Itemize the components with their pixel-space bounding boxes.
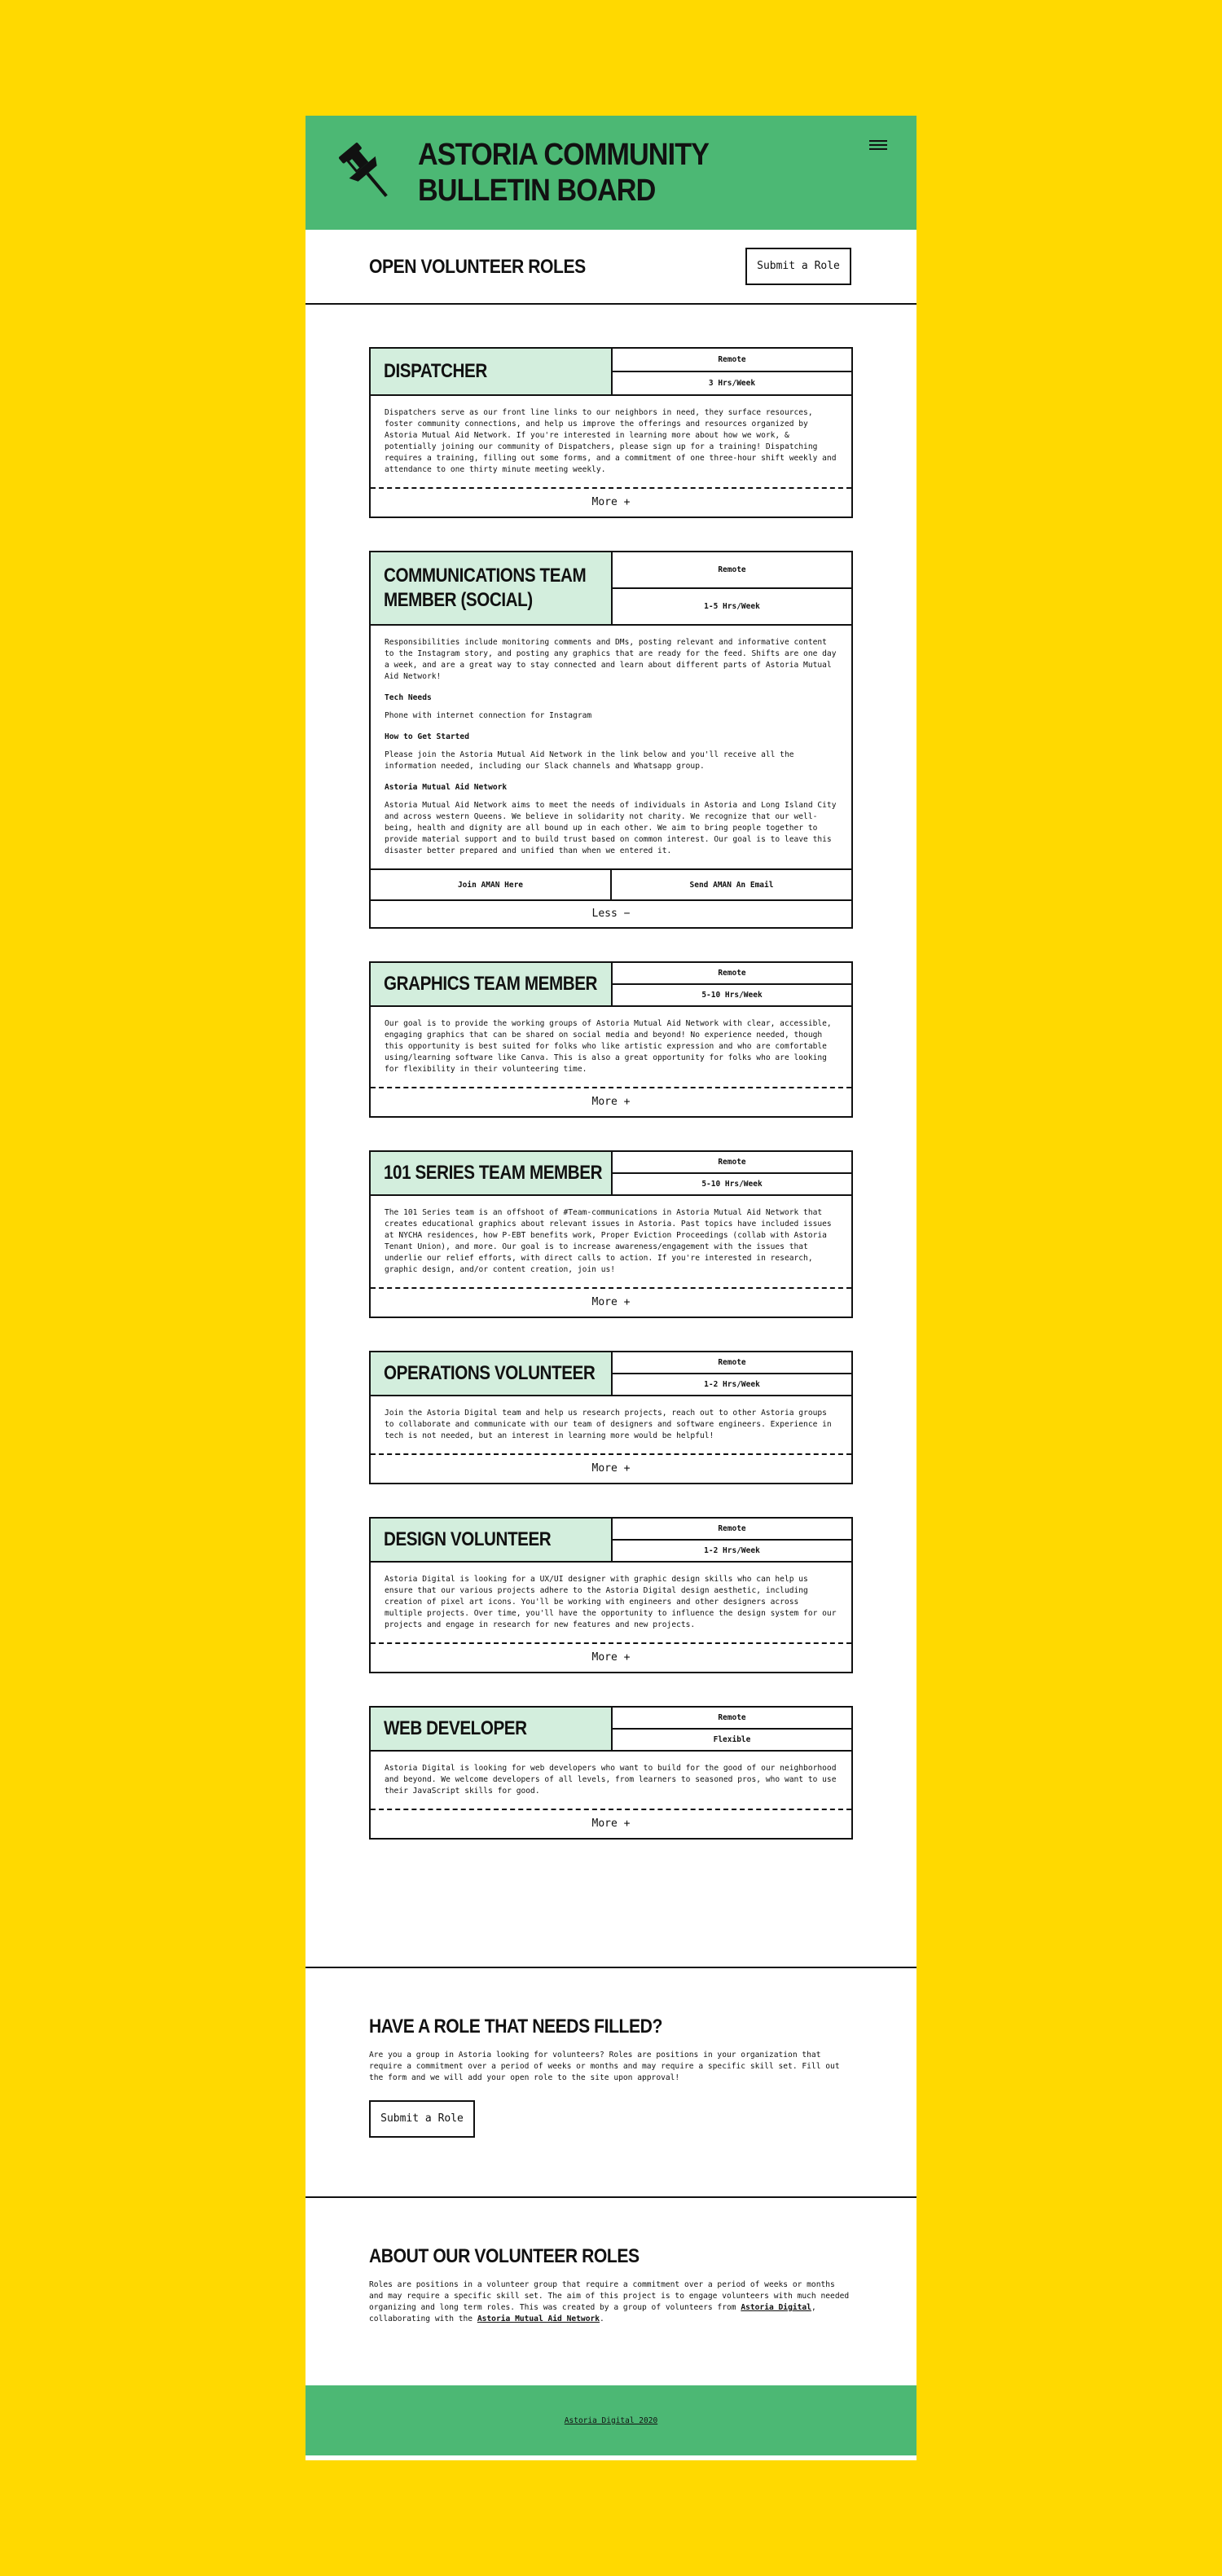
get-started-label: How to Get Started: [385, 732, 469, 741]
role-title: 101 SERIES TEAM MEMBER: [384, 1162, 603, 1184]
role-location: Remote: [718, 1713, 746, 1722]
role-card-header: [371, 1708, 851, 1752]
more-toggle-button[interactable]: More +: [371, 1287, 851, 1317]
role-description: Dispatchers serve as our front line links to our neighbors in need, they surface resources, foster community connections, and help us improve the offerings and resources organized by Astoria Mutual Aid Network. If you're interested in learning more about how we work, & potentially joining our community of Dispatchers, please sign up for a training! Dispatching requires a training, filling out some forms, and a commitment of one three-hour shift weekly and attendance to one thirty minute meeting weekly.: [385, 408, 837, 474]
site-title-line2: BULLETIN BOARD: [418, 174, 656, 208]
role-title: DESIGN VOLUNTEER: [384, 1528, 552, 1550]
role-card-communications: [369, 551, 853, 929]
submit-role-button-top[interactable]: Submit a Role: [745, 248, 851, 285]
more-toggle-button[interactable]: More +: [371, 487, 851, 517]
about-section: [306, 2198, 916, 2385]
role-card-header: [371, 1519, 851, 1563]
fill-role-section: [306, 1968, 916, 2196]
pushpin-icon: [333, 137, 403, 207]
role-title: COMMUNICATIONS TEAM MEMBER (SOCIAL): [384, 565, 587, 611]
role-location: Remote: [718, 1158, 746, 1167]
fill-role-text: Are you a group in Astoria looking for volunteers? Roles are positions in your organization that require a commitment over a period of weeks or months and may require a specific skill set. Fill out the form and we will add your open role to the site upon approval!: [369, 2051, 840, 2082]
role-hours: 3 Hrs/Week: [613, 371, 851, 394]
about-heading: ABOUT OUR VOLUNTEER ROLES: [369, 2245, 640, 2267]
hamburger-menu-icon[interactable]: [869, 140, 887, 152]
role-title: OPERATIONS VOLUNTEER: [384, 1362, 596, 1384]
role-location: Remote: [718, 355, 746, 364]
roles-list: [306, 305, 916, 1967]
role-description: Astoria Digital is looking for web developers who want to build for the good of our neighborhood and beyond. We welcome developers of all levels, from learners to seasoned pros, who want to use their JavaScript skills for good.: [385, 1764, 837, 1796]
role-card-header: [371, 1352, 851, 1396]
about-text: Roles are positions in a volunteer group that require a commitment over a period of weeks or months and may require a specific skill set. The aim of this project is to engage volunteers with much needed organizing and long term roles. This was created by a group of volunteers from Astoria Digital, collaborating with the Astoria Mutual Aid Network.: [369, 2280, 850, 2323]
role-hours: 1-2 Hrs/Week: [613, 1539, 851, 1561]
more-toggle-button[interactable]: More +: [371, 1642, 851, 1672]
role-title: WEB DEVELOPER: [384, 1717, 527, 1739]
page-container: [306, 116, 916, 2460]
site-footer: [306, 2385, 916, 2455]
fill-role-heading: HAVE A ROLE THAT NEEDS FILLED?: [369, 2016, 662, 2038]
role-hours: Flexible: [613, 1728, 851, 1750]
role-location: Remote: [718, 969, 746, 978]
role-card-web-developer: [369, 1706, 853, 1840]
roles-bar: [306, 230, 916, 303]
role-card-dispatcher: [369, 347, 853, 518]
role-description: Our goal is to provide the working groups of Astoria Mutual Aid Network with clear, accessible, engaging graphics that can be shared on social media and beyond! No experience needed, though this opportunity is best suited for folks who like artistic expression and who are comfortable using/learning software like Canva. This is also a great opportunity for folks who are looking for flexibility in their volunteering time.: [385, 1019, 832, 1074]
site-title-line1: ASTORIA COMMUNITY: [418, 138, 710, 172]
email-aman-link[interactable]: Send AMAN An Email: [610, 870, 851, 899]
role-card-graphics: [369, 961, 853, 1118]
aman-text: Astoria Mutual Aid Network aims to meet the needs of individuals in Astoria and Long Island City and across western Queens. We believe in solidarity not charity. We recognize that our well-being, health and dignity are all bound up in each other. We aim to bring people together to provide material support and to build trust based on common interest. Our goal is to leave this disaster better prepared and unified than when we entered it.: [385, 801, 837, 855]
site-header: [306, 116, 916, 230]
role-card-header: [371, 963, 851, 1007]
role-description: The 101 Series team is an offshoot of #Team-communications in Astoria Mutual Aid Network that creates educational graphics about relevant issues in Astoria. Past topics have included issues at NYCHA residences, how P-EBT benefits work, Proper Eviction Proceedings (collab with Astoria Tenant Union), and more. Our goal is to increase awareness/engagement with the issues that underlie our relief efforts, with direct calls to action. If you're interested in research, graphic design, and/or content creation, join us!: [385, 1208, 832, 1274]
more-toggle-button[interactable]: More +: [371, 1809, 851, 1838]
roles-heading: OPEN VOLUNTEER ROLES: [369, 256, 586, 278]
role-hours: 1-2 Hrs/Week: [613, 1373, 851, 1395]
role-title: DISPATCHER: [384, 360, 487, 382]
role-card-header: [371, 349, 851, 396]
less-toggle-button[interactable]: Less −: [371, 899, 851, 927]
role-location: Remote: [718, 1524, 746, 1533]
site-title[interactable]: [418, 137, 709, 209]
role-title: GRAPHICS TEAM MEMBER: [384, 973, 598, 995]
role-hours: 1-5 Hrs/Week: [613, 587, 851, 624]
role-description: Join the Astoria Digital team and help us research projects, reach out to other Astoria groups to collaborate and communicate with our team of designers and software engineers. Experience in tech is not needed, but an interest in learning more would be helpful!: [385, 1409, 832, 1440]
aman-label: Astoria Mutual Aid Network: [385, 783, 508, 792]
submit-role-button-bottom[interactable]: Submit a Role: [369, 2100, 475, 2138]
more-toggle-button[interactable]: More +: [371, 1087, 851, 1116]
role-card-header: [371, 1152, 851, 1196]
role-location: Remote: [718, 565, 746, 574]
astoria-digital-link[interactable]: Astoria Digital: [741, 2303, 811, 2312]
aman-link[interactable]: Astoria Mutual Aid Network: [477, 2314, 600, 2323]
tech-needs-label: Tech Needs: [385, 693, 432, 702]
tech-needs-text: Phone with internet connection for Instagram: [385, 711, 592, 720]
role-hours: 5-10 Hrs/Week: [613, 983, 851, 1005]
role-card-header: [371, 552, 851, 626]
role-card-design: [369, 1517, 853, 1673]
join-aman-link[interactable]: Join AMAN Here: [457, 880, 524, 890]
role-hours: 5-10 Hrs/Week: [613, 1172, 851, 1194]
footer-link[interactable]: Astoria Digital 2020: [564, 2416, 658, 2425]
role-description: Astoria Digital is looking for a UX/UI designer with graphic design skills who can help us ensure that our various projects adhere to the Astoria Digital design aesthetic, including creation of pixel art icons. You'll be working with engineers and other designers across multiple projects. Over time, you'll have the opportunity to influence the design system for our projects and engage in research for new features and new projects.: [385, 1575, 837, 1629]
role-card-operations: [369, 1351, 853, 1484]
get-started-text: Please join the Astoria Mutual Aid Network in the link below and you'll receive all the information needed, including our Slack channels and Whatsapp group.: [385, 750, 794, 771]
more-toggle-button[interactable]: More +: [371, 1453, 851, 1483]
role-links: [371, 868, 851, 899]
role-card-101-series: [369, 1150, 853, 1318]
role-description: Responsibilities include monitoring comments and DMs, posting relevant and informative content to the Instagram story, and posting any graphics that are ready for the feed. Shifts are one day a week, and are a great way to stay connected and learn about different parts of Astoria Mutual Aid Network! Tech Needs Phone with internet connection for Instagram How to Get Started Please join the Astoria Mutual Aid Network in the link below and you'll receive all the information needed, including our Slack channels and Whatsapp group. Astoria Mutual Aid Network Astoria Mutual Aid Network aims to meet the needs of individuals in Astoria and Long Island City and across western Queens. We believe in solidarity not charity. We recognize that our well-being, health and dignity are all bound up in each other. We aim to bring people together to provide material support and to build trust based on common interest. Our goal is to leave this disaster better prepared and unified than when we entered it.: [385, 638, 837, 855]
role-location: Remote: [718, 1358, 746, 1367]
